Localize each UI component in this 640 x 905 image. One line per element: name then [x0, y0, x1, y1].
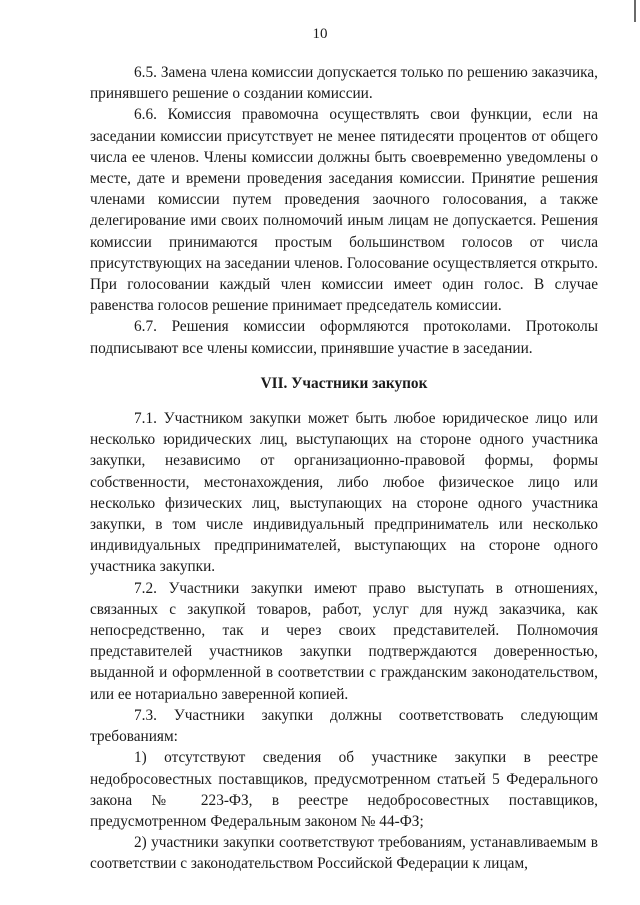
- page-number: 10: [312, 26, 328, 42]
- section-heading-vii: VII. Участники закупок: [260, 374, 428, 392]
- paragraph-6-6: 6.6. Комиссия правомочна осуществлять свои функции, если на заседании комиссии присутствует не менее пятидесяти процентов от общего числа ее членов. Члены комиссии должны быть своевременно уведомлены о месте, дате и времени проведения заседания комиссии. Принятие решения членами комиссии путем проведения заочного голосования, а также делегирование ими своих полномочий иным лицам не допускается. Решения комиссии принимаются простым большинством голосов от числа присутствующих на заседании членов. Голосование осуществляется открыто. При голосовании каждый член комиссии имеет один голос. В случае равенства голосов решение принимает председатель комиссии.: [90, 106, 598, 315]
- paragraph-7-1: 7.1. Участником закупки может быть любое юридическое лицо или несколько юридических лиц, выступающих на стороне одного участника закупки, независимо от организационно-правовой формы, формы собственности, местонахождения, либо любое физическое лицо или несколько физических лиц, выступающих на стороне одного участника закупки, в том числе индивидуальный предприниматель или несколько индивидуальных предпринимателей, выступающих на стороне одного участника закупки.: [90, 410, 598, 576]
- paragraph-6-5: 6.5. Замена члена комиссии допускается только по решению заказчика, принявшего решение о создании комиссии.: [90, 64, 598, 103]
- paragraph-7-3: 7.3. Участники закупки должны соответствовать следующим требованиям:: [90, 706, 598, 746]
- list-item-1: 1) отсутствуют сведения об участнике закупки в реестре недобросовестных поставщиков, предусмотренном статьей 5 Федерального закона № 223-ФЗ, в реестре недобросовестных поставщиков, предусмотренном Федеральным законом № 44-ФЗ;: [90, 749, 598, 830]
- paragraph-7-2: 7.2. Участники закупки имеют право выступать в отношениях, связанных с закупкой товаров, работ, услуг для нужд заказчика, как непосредственно, так и через своих представителей. Полномочия представителей участников закупки подтверждаются доверенностью, выданной и оформленной в соответствии с гражданским законодательством, или ее нотариально заверенной копией.: [90, 579, 598, 703]
- list-item-2: 2) участники закупки соответствуют требованиям, устанавливаемым в соответствии с законодательством Российской Федерации к лицам,: [90, 834, 598, 873]
- document-body: [90, 62, 598, 875]
- scan-edge-mark: [634, 0, 636, 22]
- paragraph-6-7: 6.7. Решения комиссии оформляются протоколами. Протоколы подписывают все члены комиссии, принявшие участие в заседании.: [90, 318, 598, 357]
